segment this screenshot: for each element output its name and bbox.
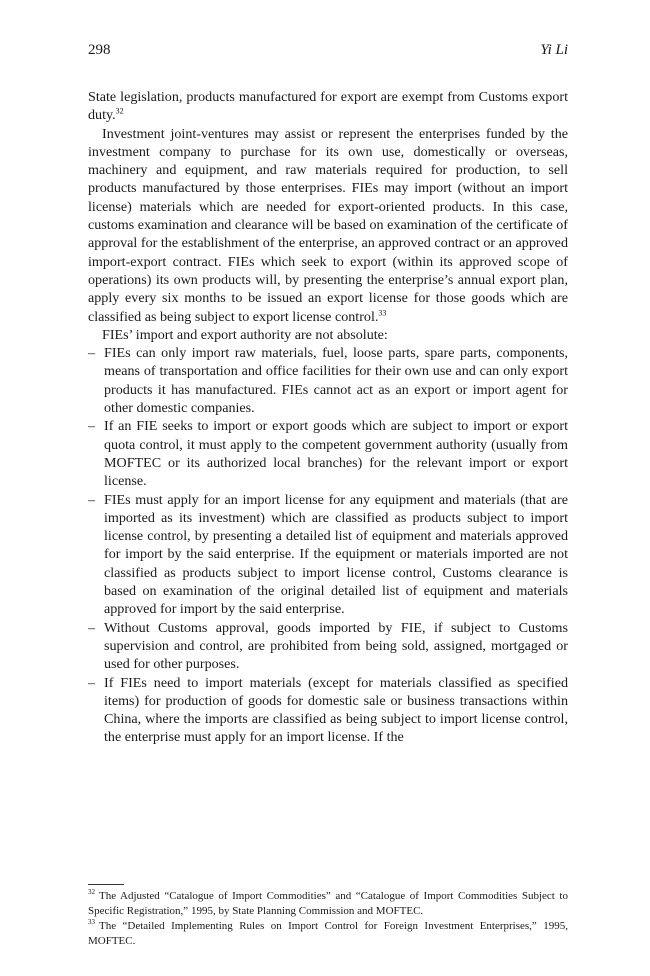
paragraph <box>88 125 568 326</box>
paragraph-text: State legislation, products manufactured for export are exempt from Customs export duty. <box>88 89 568 124</box>
restriction-list <box>88 344 568 747</box>
paragraph <box>88 88 568 125</box>
footnotes <box>88 889 568 949</box>
list-item-text: Without Customs approval, goods imported by FIE, if subject to Customs supervision and control, are prohibited from being sold, assigned, mortgaged or used for other purposes. <box>104 619 568 673</box>
dash-marker: – <box>88 491 96 508</box>
dash-marker: – <box>88 345 96 362</box>
list-item <box>88 619 568 674</box>
page-number: 298 <box>88 42 111 58</box>
dash-marker: – <box>88 619 96 636</box>
footnote <box>88 919 568 949</box>
footnote-rule <box>88 884 124 885</box>
list-item <box>88 344 568 417</box>
page-header <box>88 42 568 64</box>
footnote-ref[interactable]: 32 <box>115 106 124 116</box>
footnote-ref[interactable]: 33 <box>378 307 387 317</box>
list-item-text: FIEs can only import raw materials, fuel, loose parts, spare parts, components, means of transportation and office facilities for their own use and can only export products it has manufactured. FIEs cannot act as an export or import agent for other domestic companies. <box>104 345 568 417</box>
footnote-mark: 33 <box>88 918 95 927</box>
list-item <box>88 674 568 747</box>
footnote-text: The Adjusted “Catalogue of Import Commodities” and “Catalogue of Import Commodities Subject to Specific Registration,” 1995, by State Planning Commission and MOFTEC. <box>88 890 568 917</box>
list-item-text: If FIEs need to import materials (except for materials classified as specified items) for production of goods for domestic sale or business transactions within China, where the imports are classified as being subject to import license control, the enterprise must apply for an import license. If the <box>104 674 568 746</box>
list-item <box>88 491 568 619</box>
footnote-mark: 32 <box>88 888 95 897</box>
running-head: Yi Li <box>540 42 568 58</box>
body-text <box>88 88 568 747</box>
paragraph: FIEs’ import and export authority are not absolute: <box>102 326 388 343</box>
list-item-text: FIEs must apply for an import license for any equipment and materials (that are imported as its investment) which are classified as products subject to import license control, by presenting a detailed list of equipment and materials approved for import by the said enterprise. If the equipment or materials imported are not classified as products subject to import license control, Customs clearance is based on examination of the original detailed list of equipment and materials approved for import by the said enterprise. <box>104 491 568 618</box>
list-item-text: If an FIE seeks to import or export goods which are subject to import or export quota control, it must apply to the competent government authority (usually from MOFTEC or its authorized local branches) for the relevant import or export license. <box>104 418 568 490</box>
footnote-text: The “Detailed Implementing Rules on Import Control for Foreign Investment Enterprises,” 1995, MOFTEC. <box>88 920 568 947</box>
paragraph-text: Investment joint-ventures may assist or represent the enterprises funded by the investment company to purchase for its own use, domestically or overseas, machinery and equipment, and raw materials required for production, to sell products manufactured by those enterprises. FIEs may import (without an import license) materials which are needed for export-oriented products. In this case, customs examination and clearance will be based on examination of the certificate of approval for the establishment of the enterprise, an approved contract or an approved import-export contract. FIEs which seek to export (within its approved scope of operations) its own products will, by presenting the enterprise’s annual export plan, apply every six months to be issued an export license for those goods which are classified as being subject to export license control. <box>88 125 568 325</box>
dash-marker: – <box>88 418 96 435</box>
dash-marker: – <box>88 674 96 691</box>
list-item <box>88 417 568 490</box>
footnote <box>88 889 568 919</box>
